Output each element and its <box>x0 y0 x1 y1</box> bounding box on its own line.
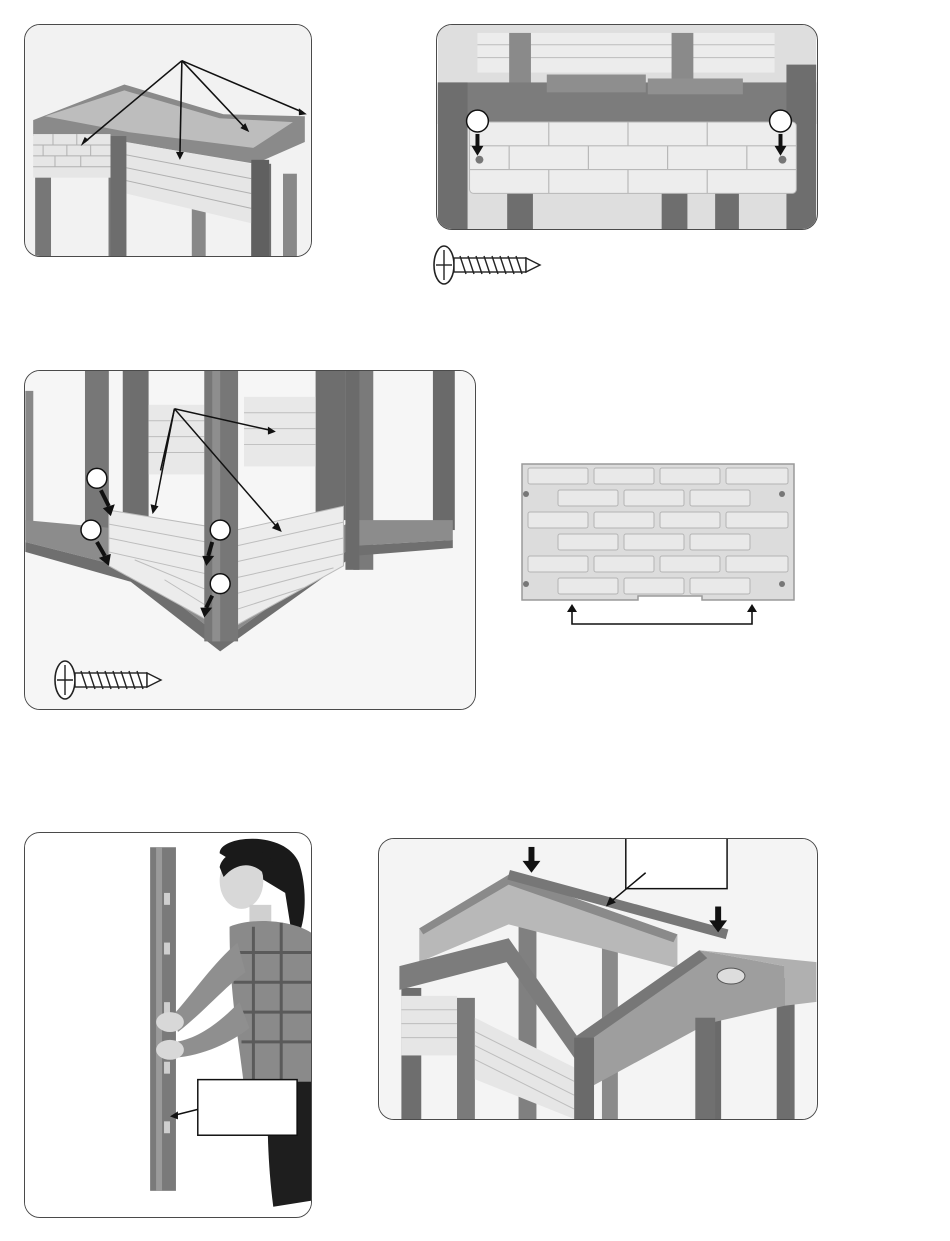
screw-icon <box>432 244 544 286</box>
step-circle-left <box>467 110 489 132</box>
figure-corner-wall-panels <box>24 370 476 710</box>
illustration-person-post <box>25 833 311 1217</box>
figure-roof-frame <box>378 838 818 1120</box>
step-circle-right <box>770 110 792 132</box>
figure-wall-panels-top-frame <box>24 24 312 257</box>
illustration-top-frame <box>25 25 311 256</box>
figure-person-holding-post <box>24 832 312 1218</box>
illustration-roof-frame <box>379 839 817 1119</box>
figure-single-wall-panel <box>518 460 802 630</box>
callout-box <box>198 1080 297 1136</box>
illustration-screw-panel <box>437 25 817 229</box>
figure-screw-panel-top <box>436 24 818 230</box>
screw-icon <box>53 659 165 701</box>
callout-box <box>626 839 727 889</box>
